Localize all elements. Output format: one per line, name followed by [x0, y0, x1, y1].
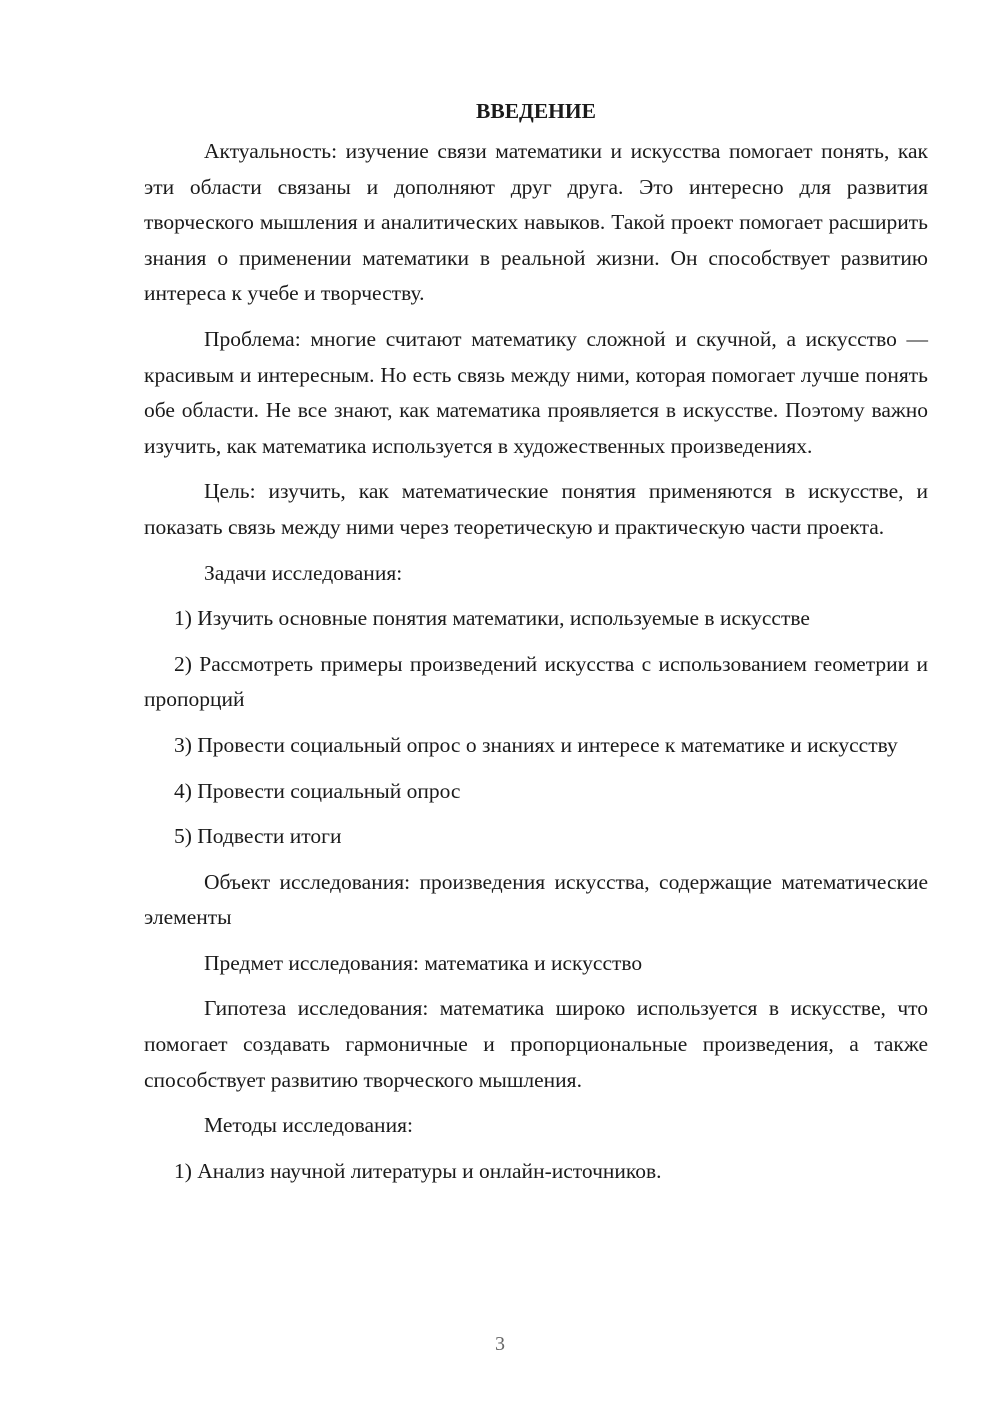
task-item-4: 4) Провести социальный опрос	[174, 778, 461, 803]
object-paragraph: Объект исследования: произведения искусства, содержащие математические элементы	[144, 869, 928, 930]
methods-heading: Методы исследования:	[204, 1113, 413, 1138]
task-item-5: 5) Подвести итоги	[174, 824, 342, 849]
method-item-1: 1) Анализ научной литературы и онлайн-источников.	[174, 1158, 662, 1183]
relevance-paragraph: Актуальность: изучение связи математики и искусства помогает понять, как эти области связаны и дополняют друг друга. Это интересно для развития творческого мышления и аналитических навыков. Такой проект помогает расширить знания о применении математики в реальной жизни. Он способствует развитию интереса к учебе и творчеству.	[144, 139, 928, 306]
page-number: 3	[495, 1333, 505, 1355]
goal-paragraph: Цель: изучить, как математические понятия применяются в искусстве, и показать связь между ними через теоретическую и практическую части проекта.	[144, 479, 928, 539]
document-page	[144, 96, 928, 1199]
subject-paragraph: Предмет исследования: математика и искусство	[204, 950, 643, 975]
task-item-1: 1) Изучить основные понятия математики, используемые в искусстве	[174, 606, 810, 631]
task-item-2: 2) Рассмотреть примеры произведений искусства с использованием геометрии и пропорций	[144, 651, 928, 712]
task-item-3: 3) Провести социальный опрос о знаниях и интересе к математике и искусству	[174, 732, 898, 757]
page-title: ВВЕДЕНИЕ	[476, 99, 596, 123]
problem-paragraph: Проблема: многие считают математику сложной и скучной, а искусство — красивым и интересным. Но есть связь между ними, которая помогает лучше понять обе области. Не все знают, как математика проявляется в искусстве. Поэтому важно изучить, как математика используется в художественных произведениях.	[144, 326, 928, 458]
tasks-heading: Задачи исследования:	[204, 560, 403, 585]
hypothesis-paragraph: Гипотеза исследования: математика широко используется в искусстве, что помогает создавать гармоничные и пропорциональные произведения, а также способствует развитию творческого мышления.	[144, 996, 928, 1092]
